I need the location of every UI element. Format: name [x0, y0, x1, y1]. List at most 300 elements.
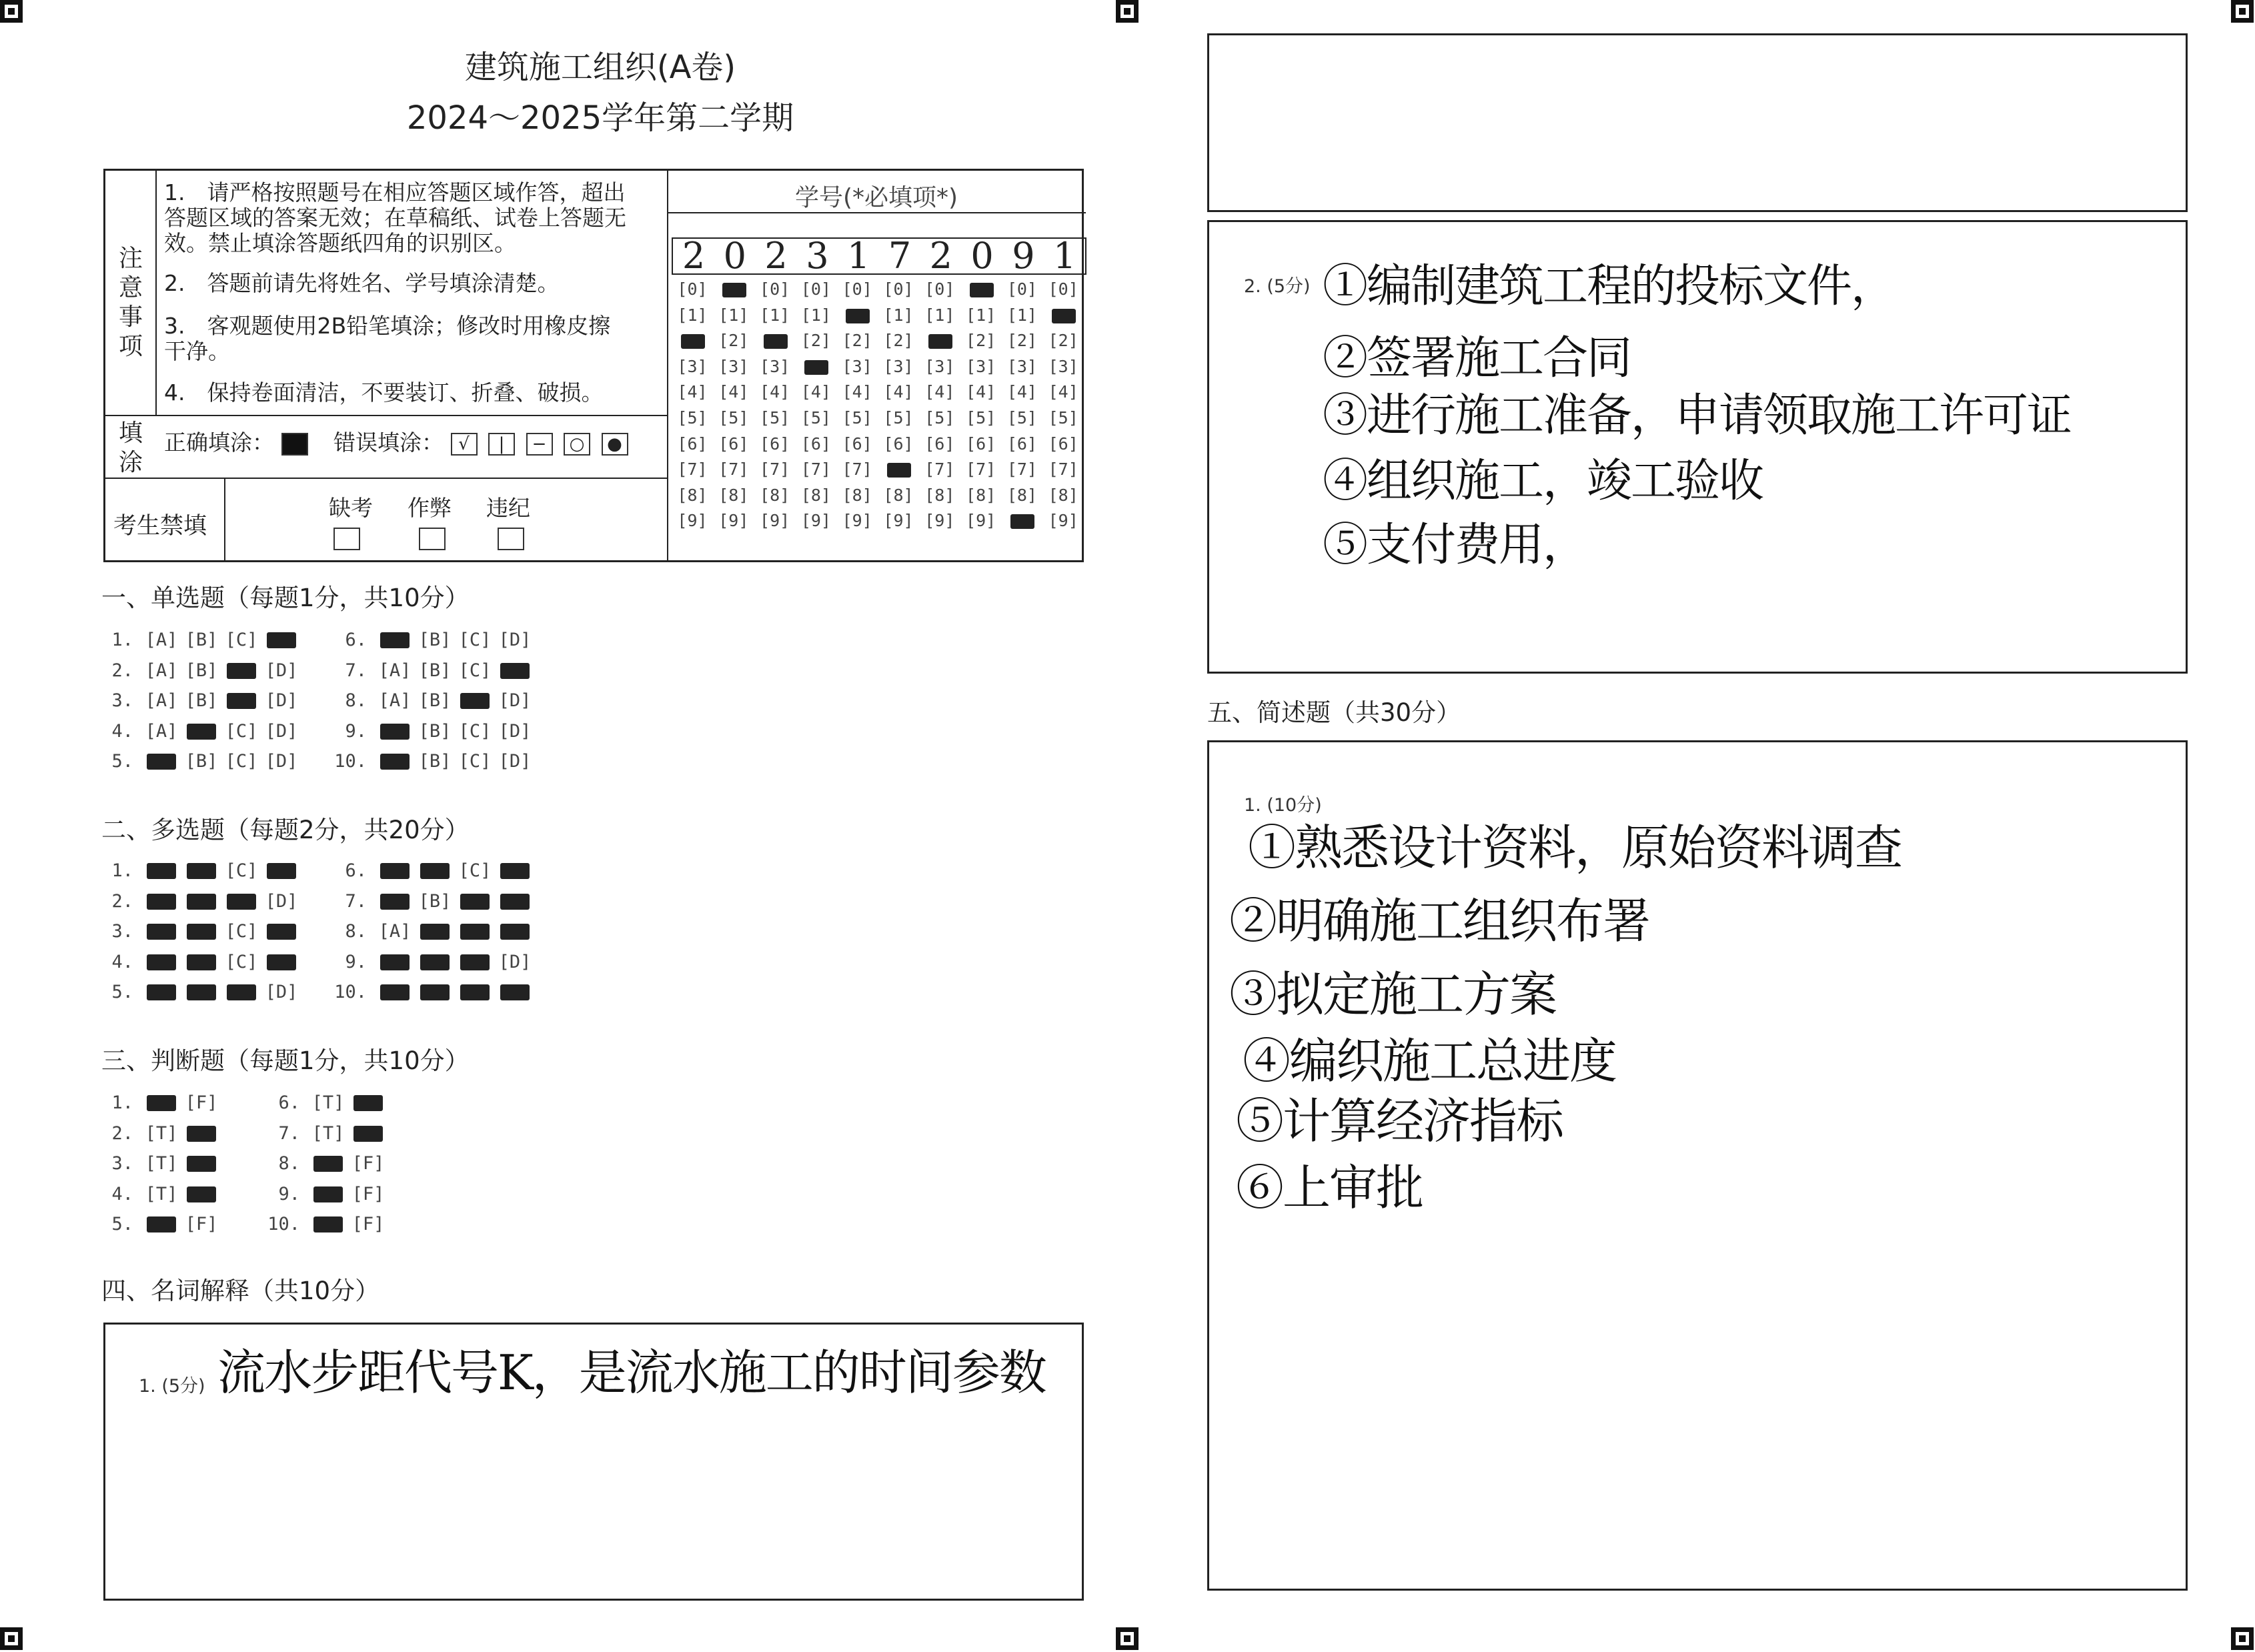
student-id-bubble[interactable]: [7]	[842, 460, 872, 480]
s5-line-1: ①熟悉设计资料，原始资料调查	[1248, 820, 1902, 876]
question-number: 2.	[111, 890, 133, 912]
student-id-bubble[interactable]: [3]	[842, 356, 872, 376]
answer-bubble[interactable]	[221, 891, 261, 912]
answer-bubble[interactable]	[375, 891, 415, 912]
student-id-digit: 1	[847, 235, 870, 277]
student-id-bubble[interactable]: [4]	[966, 382, 996, 402]
answer-bubble[interactable]: [C]	[458, 720, 492, 742]
student-id-bubble[interactable]: [3]	[760, 356, 790, 376]
question-row	[100, 1123, 221, 1144]
answer-bubble[interactable]: [A]	[145, 690, 178, 711]
question-row	[333, 891, 535, 912]
registration-mark-bottom-left	[0, 1627, 23, 1650]
answer-bubble[interactable]	[181, 860, 221, 881]
question-number: 9.	[345, 720, 367, 742]
student-id-bubble[interactable]: [4]	[677, 382, 708, 402]
answer-bubble[interactable]: [T]	[311, 1122, 345, 1144]
answer-bubble[interactable]	[455, 921, 495, 942]
student-id-bubble[interactable]: [8]	[718, 485, 749, 505]
answer-bubble[interactable]: [D]	[498, 951, 532, 972]
answer-bubble[interactable]	[141, 952, 181, 972]
answer-bubble[interactable]: [D]	[265, 660, 298, 681]
answer-bubble[interactable]: [D]	[265, 982, 298, 1002]
student-id-digit: 9	[1012, 235, 1035, 277]
answer-bubble[interactable]	[221, 660, 261, 681]
answer-bubble[interactable]: [D]	[498, 751, 532, 772]
section5-title: 五、简述题（共30分）	[1207, 698, 1461, 727]
student-id-bubble[interactable]: [0]	[1006, 279, 1037, 299]
student-id-bubble[interactable]: [6]	[718, 434, 749, 454]
answer-bubble[interactable]: [C]	[225, 720, 258, 742]
answer-bubble[interactable]: [B]	[185, 690, 218, 711]
question-row	[333, 860, 535, 881]
question-number: 1.	[111, 630, 133, 650]
answer-bubble[interactable]	[415, 921, 455, 942]
student-id-bubble[interactable]: [8]	[966, 485, 996, 505]
answer-bubble[interactable]: [B]	[418, 690, 452, 711]
question-number: 3.	[111, 1153, 133, 1174]
student-id-bubble[interactable]: [4]	[842, 382, 872, 402]
question-number: 10.	[334, 751, 367, 772]
student-id-bubble[interactable]: [9]	[760, 511, 790, 531]
wrong-fill-check: √	[451, 433, 478, 456]
answer-bubble[interactable]	[141, 982, 181, 1002]
question-number: 4.	[111, 1183, 133, 1204]
question-number: 7.	[278, 1122, 300, 1144]
student-id-bubble[interactable]: [1]	[966, 305, 996, 325]
student-id-bubble[interactable]: [6]	[1006, 434, 1037, 454]
student-id-bubble[interactable]: [5]	[883, 408, 914, 428]
answer-bubble[interactable]: [A]	[145, 660, 178, 681]
wrong-fill-bar: |	[488, 433, 515, 456]
student-id-bubble[interactable]: [0]	[924, 279, 955, 299]
answer-bubble[interactable]: [C]	[458, 751, 492, 772]
student-id-bubble[interactable]: [3]	[966, 356, 996, 376]
answer-bubble[interactable]: [T]	[145, 1153, 178, 1174]
answer-bubble[interactable]	[455, 982, 495, 1002]
answer-bubble[interactable]: [A]	[145, 720, 178, 742]
question-number: 2.	[111, 660, 133, 681]
student-id-bubble[interactable]: [1]	[924, 305, 955, 325]
answer-bubble[interactable]	[141, 1092, 181, 1113]
student-id-bubble[interactable]: [7]	[760, 460, 790, 480]
student-id-bubble[interactable]: [9]	[1048, 511, 1078, 531]
student-id-bubble[interactable]: [4]	[1048, 382, 1078, 402]
blank-answer-box[interactable]	[1207, 33, 2188, 212]
answer-bubble[interactable]	[375, 982, 415, 1002]
proctor-absent-box[interactable]	[333, 528, 360, 550]
q2-line-2: ②签署施工合同	[1323, 332, 1631, 385]
student-id-bubble[interactable]: [2]	[1006, 331, 1037, 351]
student-id-digit: 3	[806, 235, 829, 277]
student-id-bubble[interactable]	[836, 305, 878, 325]
answer-bubble[interactable]	[308, 1184, 348, 1204]
student-id-bubble[interactable]: [1]	[677, 305, 708, 325]
answer-bubble[interactable]: [C]	[225, 921, 258, 942]
question-row	[100, 952, 301, 972]
student-id-bubble[interactable]: [1]	[1006, 305, 1037, 325]
answer-bubble[interactable]	[348, 1092, 388, 1113]
answer-bubble[interactable]: [C]	[225, 951, 258, 972]
section4-q2-answer-box[interactable]	[1207, 220, 2188, 674]
answer-bubble[interactable]	[455, 891, 495, 912]
s5-line-4: ④编织施工总进度	[1243, 1033, 1617, 1089]
notice-table	[103, 169, 1084, 562]
answer-bubble[interactable]: [A]	[378, 690, 412, 711]
section3-title: 三、判断题（每题1分，共10分）	[101, 1046, 470, 1075]
student-id-bubble[interactable]	[960, 279, 1002, 299]
student-id-bubble[interactable]: [6]	[924, 434, 955, 454]
answer-bubble[interactable]: [C]	[225, 630, 258, 650]
student-id-bubble[interactable]: [4]	[883, 382, 914, 402]
question-row	[100, 751, 301, 772]
student-id-bubble[interactable]: [5]	[718, 408, 749, 428]
question-row	[100, 1153, 221, 1174]
answer-bubble[interactable]	[415, 860, 455, 881]
proctor-violation-label: 违纪	[486, 495, 530, 521]
student-id-bubble[interactable]: [7]	[718, 460, 749, 480]
answer-bubble[interactable]: [D]	[265, 690, 298, 711]
q2-line-5: ⑤支付费用，	[1323, 519, 1587, 572]
question-row	[333, 690, 535, 711]
student-id-bubble[interactable]: [6]	[800, 434, 831, 454]
answer-bubble[interactable]	[495, 660, 535, 681]
student-id-bubble[interactable]: [1]	[800, 305, 831, 325]
student-id-bubble[interactable]: [7]	[800, 460, 831, 480]
student-id-bubble[interactable]	[754, 331, 796, 350]
question-number: 4.	[111, 720, 133, 742]
student-id-bubble[interactable]: [1]	[760, 305, 790, 325]
student-id-bubble[interactable]: [2]	[842, 331, 872, 351]
question-number: 5.	[111, 1214, 133, 1234]
answer-bubble[interactable]	[375, 630, 415, 650]
answer-bubble[interactable]: [C]	[458, 860, 492, 881]
answer-bubble[interactable]	[455, 690, 495, 711]
student-id-bubble[interactable]: [8]	[1048, 485, 1078, 505]
question-number: 8.	[345, 690, 367, 711]
answer-bubble[interactable]: [C]	[225, 751, 258, 772]
student-id-bubble[interactable]: [8]	[883, 485, 914, 505]
notice-item-3: 3. 客观题使用2B铅笔填涂；修改时用橡皮擦干净。	[164, 313, 611, 364]
student-id-bubble[interactable]: [6]	[677, 434, 708, 454]
student-id-digit: 2	[764, 235, 788, 277]
answer-bubble[interactable]: [T]	[145, 1122, 178, 1144]
question-row	[100, 630, 301, 650]
student-id-bubble[interactable]: [9]	[677, 511, 708, 531]
student-id-digit: 1	[1053, 235, 1076, 277]
proctor-violation-box[interactable]	[498, 528, 524, 550]
answer-bubble[interactable]	[181, 721, 221, 742]
answer-bubble[interactable]: [A]	[378, 921, 412, 942]
section5-q1-answer-box[interactable]	[1207, 740, 2188, 1591]
section5-q1-label: 1. (10分)	[1244, 795, 1322, 816]
question-number: 7.	[345, 660, 367, 681]
student-id-bubble[interactable]: [5]	[924, 408, 955, 428]
student-id-bubble[interactable]: [9]	[924, 511, 955, 531]
q2-line-4: ④组织施工，竣工验收	[1323, 455, 1763, 508]
student-id-bubble[interactable]: [2]	[1048, 331, 1078, 351]
answer-bubble[interactable]: [F]	[351, 1153, 385, 1174]
registration-mark-top-left	[0, 0, 23, 23]
answer-bubble[interactable]: [B]	[418, 660, 452, 681]
answer-bubble[interactable]	[455, 952, 495, 972]
question-number: 10.	[267, 1214, 300, 1234]
student-id-bubble[interactable]: [9]	[883, 511, 914, 531]
answer-bubble[interactable]	[495, 921, 535, 942]
section4-title: 四、名词解释（共10分）	[101, 1277, 380, 1305]
answer-bubble[interactable]: [A]	[378, 660, 412, 681]
answer-bubble[interactable]	[415, 982, 455, 1002]
question-row	[100, 660, 301, 681]
answer-bubble[interactable]	[495, 891, 535, 912]
student-id-bubble[interactable]: [2]	[883, 331, 914, 351]
answer-bubble[interactable]: [C]	[458, 630, 492, 650]
question-number: 3.	[111, 921, 133, 942]
question-number: 8.	[345, 921, 367, 942]
student-id-bubble[interactable]: [0]	[1048, 279, 1078, 299]
answer-bubble[interactable]	[221, 982, 261, 1002]
question-row	[100, 1214, 221, 1234]
answer-bubble[interactable]	[308, 1214, 348, 1234]
answer-bubble[interactable]	[261, 921, 301, 942]
student-id-bubble[interactable]: [3]	[1048, 356, 1078, 376]
notice-item-4: 4. 保持卷面清洁，不要装订、折叠、破损。	[164, 379, 604, 405]
question-row	[100, 982, 301, 1002]
answer-bubble[interactable]	[495, 860, 535, 881]
student-id-bubble[interactable]: [6]	[883, 434, 914, 454]
answer-bubble[interactable]: [F]	[351, 1214, 385, 1234]
answer-bubble[interactable]	[181, 1153, 221, 1174]
answer-bubble[interactable]	[375, 751, 415, 772]
question-number: 5.	[111, 982, 133, 1002]
question-row	[267, 1092, 388, 1113]
student-id-bubble[interactable]: [4]	[1006, 382, 1037, 402]
student-id-bubble[interactable]: [0]	[842, 279, 872, 299]
answer-bubble[interactable]	[261, 860, 301, 881]
student-id-bubble[interactable]: [7]	[1048, 460, 1078, 480]
student-id-bubble[interactable]: [9]	[966, 511, 996, 531]
answer-bubble[interactable]: [F]	[351, 1183, 385, 1204]
answer-bubble[interactable]: [D]	[498, 720, 532, 742]
student-id-bubble[interactable]	[878, 460, 919, 479]
answer-bubble[interactable]: [B]	[418, 720, 452, 742]
answer-bubble[interactable]: [C]	[225, 860, 258, 881]
student-id-bubble[interactable]: [9]	[842, 511, 872, 531]
question-row	[333, 721, 535, 742]
answer-bubble[interactable]	[141, 1214, 181, 1234]
answer-bubble[interactable]	[261, 630, 301, 650]
answer-bubble[interactable]: [B]	[185, 660, 218, 681]
proctor-cheat-label: 作弊	[408, 495, 452, 521]
question-row	[333, 630, 535, 650]
question-number: 6.	[345, 630, 367, 650]
correct-fill-example	[281, 433, 308, 456]
student-id-bubble[interactable]	[672, 331, 713, 350]
answer-bubble[interactable]	[221, 690, 261, 711]
student-id-bubble[interactable]: [0]	[677, 279, 708, 299]
q2-line-1: ①编制建筑工程的投标文件，	[1323, 260, 1896, 313]
s5-line-2: ②明确施工组织布署	[1229, 893, 1650, 949]
s5-line-6: ⑥上审批	[1236, 1160, 1423, 1216]
student-id-bubble[interactable]: [1]	[718, 305, 749, 325]
question-number: 9.	[278, 1183, 300, 1204]
question-number: 5.	[111, 751, 133, 772]
question-number: 6.	[345, 860, 367, 881]
student-id-bubble[interactable]: [7]	[924, 460, 955, 480]
question-row	[333, 660, 535, 681]
question-row	[333, 982, 535, 1002]
student-id-bubble[interactable]	[1042, 305, 1084, 325]
answer-bubble[interactable]	[181, 921, 221, 942]
student-id-bubble[interactable]: [2]	[800, 331, 831, 351]
registration-mark-top-right	[2231, 0, 2254, 23]
student-id-bubble[interactable]: [0]	[800, 279, 831, 299]
student-id-bubble[interactable]: [6]	[1048, 434, 1078, 454]
student-id-bubble[interactable]	[713, 279, 754, 299]
student-id-bubble[interactable]: [2]	[966, 331, 996, 351]
student-id-handwritten	[672, 237, 1086, 275]
answer-bubble[interactable]: [T]	[311, 1092, 345, 1113]
answer-bubble[interactable]	[495, 982, 535, 1002]
answer-bubble[interactable]: [D]	[498, 630, 532, 650]
student-id-bubble[interactable]: [5]	[1048, 408, 1078, 428]
answer-bubble[interactable]: [B]	[418, 630, 452, 650]
student-id-bubble[interactable]: [7]	[1006, 460, 1037, 480]
answer-bubble[interactable]: [D]	[265, 890, 298, 912]
question-number: 2.	[111, 1122, 133, 1144]
answer-bubble[interactable]: [B]	[185, 751, 218, 772]
answer-bubble[interactable]	[141, 891, 181, 912]
answer-bubble[interactable]: [D]	[265, 720, 298, 742]
question-row	[100, 921, 301, 942]
student-id-bubble[interactable]: [6]	[760, 434, 790, 454]
student-id-bubble[interactable]: [4]	[760, 382, 790, 402]
s5-line-3: ③拟定施工方案	[1229, 966, 1557, 1022]
student-id-bubble[interactable]: [5]	[1006, 408, 1037, 428]
answer-bubble[interactable]: [A]	[145, 630, 178, 650]
question-number: 7.	[345, 890, 367, 912]
student-id-bubble[interactable]: [2]	[718, 331, 749, 351]
answer-bubble[interactable]: [D]	[498, 690, 532, 711]
answer-bubble[interactable]: [C]	[458, 660, 492, 681]
student-id-bubble[interactable]: [7]	[677, 460, 708, 480]
student-id-bubble[interactable]	[919, 331, 960, 350]
section4-answer-box[interactable]	[103, 1323, 1084, 1601]
student-id-bubble[interactable]: [5]	[966, 408, 996, 428]
answer-bubble[interactable]	[181, 891, 221, 912]
student-id-bubble[interactable]	[1001, 511, 1042, 530]
student-id-bubble[interactable]: [7]	[966, 460, 996, 480]
answer-bubble[interactable]: [B]	[418, 751, 452, 772]
registration-mark-bottom-right	[2231, 1627, 2254, 1650]
student-id-bubble[interactable]: [6]	[842, 434, 872, 454]
section4-q1-answer: 流水步距代号K，是流水施工的时间参数	[217, 1345, 1046, 1401]
student-id-bubble[interactable]: [8]	[842, 485, 872, 505]
answer-bubble[interactable]	[181, 1123, 221, 1144]
answer-bubble[interactable]	[141, 860, 181, 881]
section2-title: 二、多选题（每题2分，共20分）	[101, 816, 470, 844]
student-id-bubble[interactable]: [8]	[677, 485, 708, 505]
question-row	[267, 1214, 388, 1234]
student-id-bubble[interactable]: [3]	[718, 356, 749, 376]
answer-bubble[interactable]: [T]	[145, 1183, 178, 1204]
student-id-bubble[interactable]: [3]	[924, 356, 955, 376]
notice-item-1: 1. 请严格按照题号在相应答题区域作答，超出答题区域的答案无效；在草稿纸、试卷上答题无效。禁止填涂答题纸四角的识别区。	[164, 179, 626, 256]
answer-bubble[interactable]	[348, 1123, 388, 1144]
answer-bubble[interactable]	[181, 952, 221, 972]
student-id-bubble[interactable]: [8]	[760, 485, 790, 505]
student-id-bubble[interactable]: [8]	[924, 485, 955, 505]
answer-bubble[interactable]	[375, 952, 415, 972]
student-id-bubble[interactable]: [4]	[800, 382, 831, 402]
student-id-bubble[interactable]: [3]	[1006, 356, 1037, 376]
answer-bubble[interactable]: [D]	[265, 751, 298, 772]
student-id-bubble[interactable]: [5]	[760, 408, 790, 428]
student-id-bubble[interactable]: [9]	[800, 511, 831, 531]
student-id-bubble[interactable]	[795, 357, 836, 376]
exam-title: 建筑施工组织(A卷)	[464, 49, 736, 86]
student-id-bubble[interactable]: [3]	[883, 356, 914, 376]
section4-q2-label: 2. (5分)	[1244, 276, 1311, 297]
answer-bubble[interactable]: [F]	[185, 1214, 218, 1234]
question-row	[100, 1184, 221, 1204]
question-row	[333, 921, 535, 942]
student-id-bubble[interactable]: [5]	[842, 408, 872, 428]
question-row	[100, 1092, 221, 1113]
student-id-bubble[interactable]: [4]	[718, 382, 749, 402]
answer-bubble[interactable]	[261, 952, 301, 972]
answer-bubble[interactable]	[308, 1153, 348, 1174]
answer-bubble[interactable]	[375, 860, 415, 881]
answer-bubble[interactable]	[141, 751, 181, 772]
student-id-bubble[interactable]: [1]	[883, 305, 914, 325]
student-id-bubble[interactable]: [9]	[718, 511, 749, 531]
student-id-bubble[interactable]: [8]	[800, 485, 831, 505]
student-id-bubble[interactable]: [5]	[800, 408, 831, 428]
answer-bubble[interactable]: [F]	[185, 1092, 218, 1113]
proctor-cheat-box[interactable]	[419, 528, 446, 550]
answer-bubble[interactable]	[375, 721, 415, 742]
question-row	[267, 1123, 388, 1144]
answer-bubble[interactable]	[141, 921, 181, 942]
question-number: 6.	[278, 1092, 300, 1113]
answer-sheet-right-page	[1127, 0, 2255, 1652]
student-id-bubble[interactable]: [0]	[760, 279, 790, 299]
student-id-bubble[interactable]: [6]	[966, 434, 996, 454]
answer-bubble[interactable]: [B]	[185, 630, 218, 650]
student-id-bubble[interactable]: [0]	[883, 279, 914, 299]
answer-bubble[interactable]	[181, 1184, 221, 1204]
section1-title: 一、单选题（每题1分，共10分）	[101, 584, 470, 612]
question-row	[100, 690, 301, 711]
fill-example-row: 正确填涂： 错误填涂： √ | − ○ ●	[164, 426, 632, 457]
student-id-bubble[interactable]: [5]	[677, 408, 708, 428]
student-id-bubble[interactable]: [8]	[1006, 485, 1037, 505]
wrong-fill-dash: −	[526, 433, 553, 456]
answer-bubble[interactable]	[181, 982, 221, 1002]
student-id-digit: 7	[888, 235, 912, 277]
student-id-bubble[interactable]: [4]	[924, 382, 955, 402]
question-row	[267, 1184, 388, 1204]
answer-bubble[interactable]: [B]	[418, 890, 452, 912]
student-id-digit: 2	[682, 235, 706, 277]
wrong-fill-dot: ●	[602, 433, 628, 456]
question-number: 10.	[334, 982, 367, 1002]
notice-side-label: 注 意 事 项	[118, 245, 143, 360]
student-id-bubble[interactable]: [3]	[677, 356, 708, 376]
exam-term: 2024～2025学年第二学期	[406, 99, 794, 137]
answer-bubble[interactable]	[415, 952, 455, 972]
